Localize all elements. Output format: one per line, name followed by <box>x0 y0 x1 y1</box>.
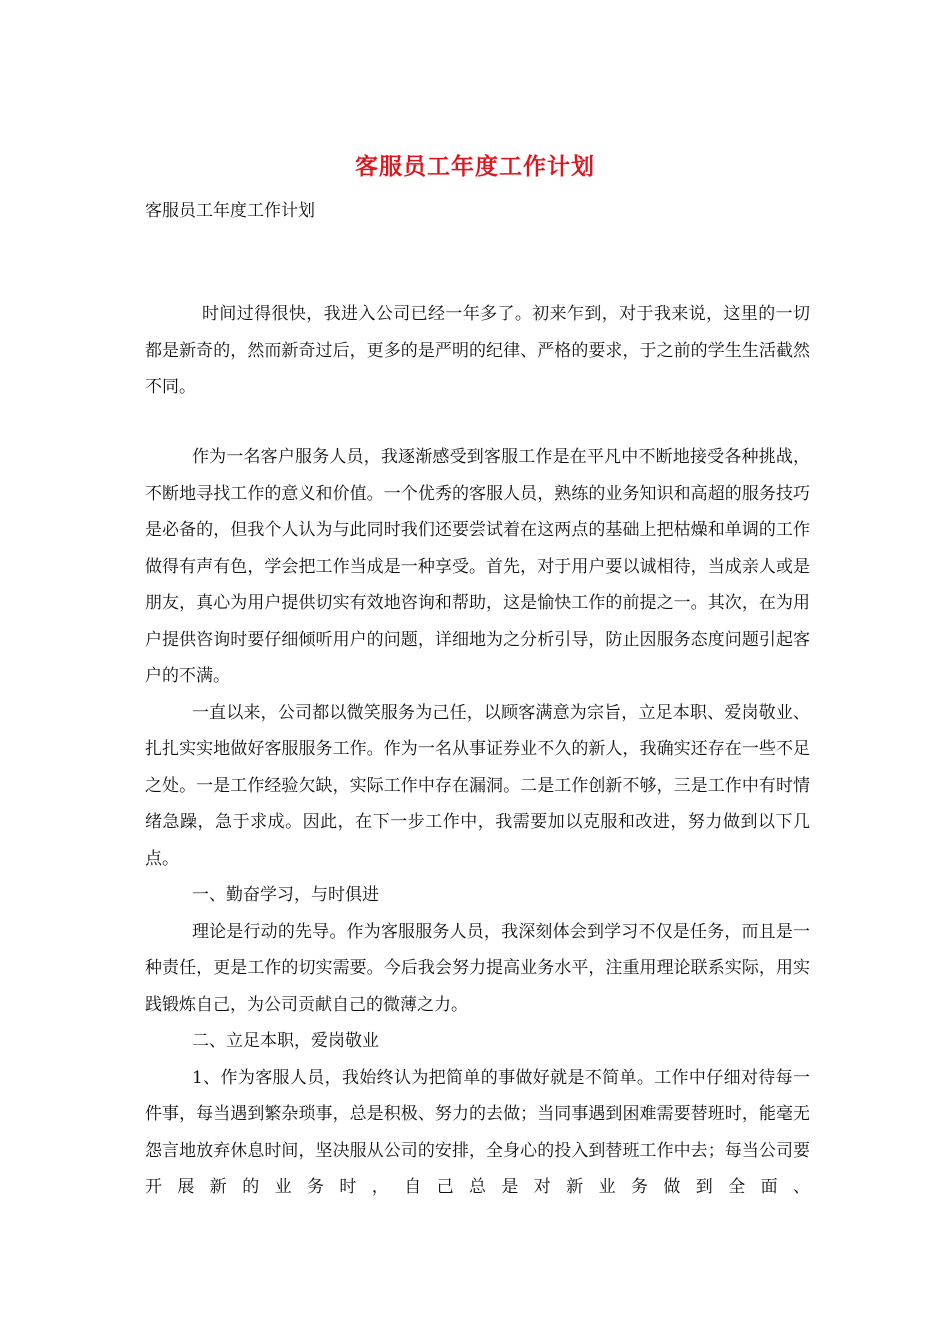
section-heading-dedication: 二、立足本职，爱岗敬业 <box>192 1031 379 1051</box>
paragraph-study: 理论是行动的先导。作为客服服务人员，我深刻体会到学习不仅是任务，而且是一种责任，更是工作的切实需要。今后我会努力提高业务水平，注重用理论联系实际，用实践锻炼自己，为公司贡献自己的微薄之力。 <box>145 921 810 1015</box>
paragraph-dedication-item-1: 1、作为客服人员，我始终认为把简单的事做好就是不简单。工作中仔细对待每一件事，每当遇到繁杂琐事，总是积极、努力的去做；当同事遇到困难需要替班时，能毫无怨言地放弃休息时间，坚决服从公司的安排，全身心的投入到替班工作中去；每当公司要开展新的业务时，自己总是对新业务做到全面、 <box>145 1067 810 1197</box>
paragraph-shortcomings: 一直以来，公司都以微笑服务为己任，以顾客满意为宗旨，立足本职、爱岗敬业、扎扎实实地做好客服服务工作。作为一名从事证券业不久的新人，我确实还存在一些不足之处。一是工作经验欠缺，实际工作中存在漏洞。二是工作创新不够，三是工作中有时情绪急躁，急于求成。因此，在下一步工作中，我需要加以克服和改进，努力做到以下几点。 <box>145 702 810 869</box>
document-title: 客服员工年度工作计划 <box>355 153 595 180</box>
intro-block <box>145 296 810 406</box>
document-subtitle: 客服员工年度工作计划 <box>145 201 315 221</box>
main-body-block <box>145 439 810 1206</box>
paragraph-customer-service: 作为一名客户服务人员，我逐渐感受到客服工作是在平凡中不断地接受各种挑战，不断地寻找工作的意义和价值。一个优秀的客服人员，熟练的业务知识和高超的服务技巧是必备的，但我个人认为与此同时我们还要尝试着在这两点的基础上把枯燥和单调的工作做得有声有色，学会把工作当成是一种享受。首先，对于用户要以诚相待，当成亲人或是朋友，真心为用户提供切实有效地咨询和帮助，这是愉快工作的前提之一。其次，在为用户提供咨询时要仔细倾听用户的问题，详细地为之分析引导，防止因服务态度问题引起客户的不满。 <box>145 447 810 686</box>
paragraph-intro: 时间过得很快，我进入公司已经一年多了。初来乍到，对于我来说，这里的一切都是新奇的，然而新奇过后，更多的是严明的纪律、严格的要求，于之前的学生生活截然不同。 <box>145 304 810 397</box>
section-heading-study: 一、勤奋学习，与时俱进 <box>192 885 379 905</box>
